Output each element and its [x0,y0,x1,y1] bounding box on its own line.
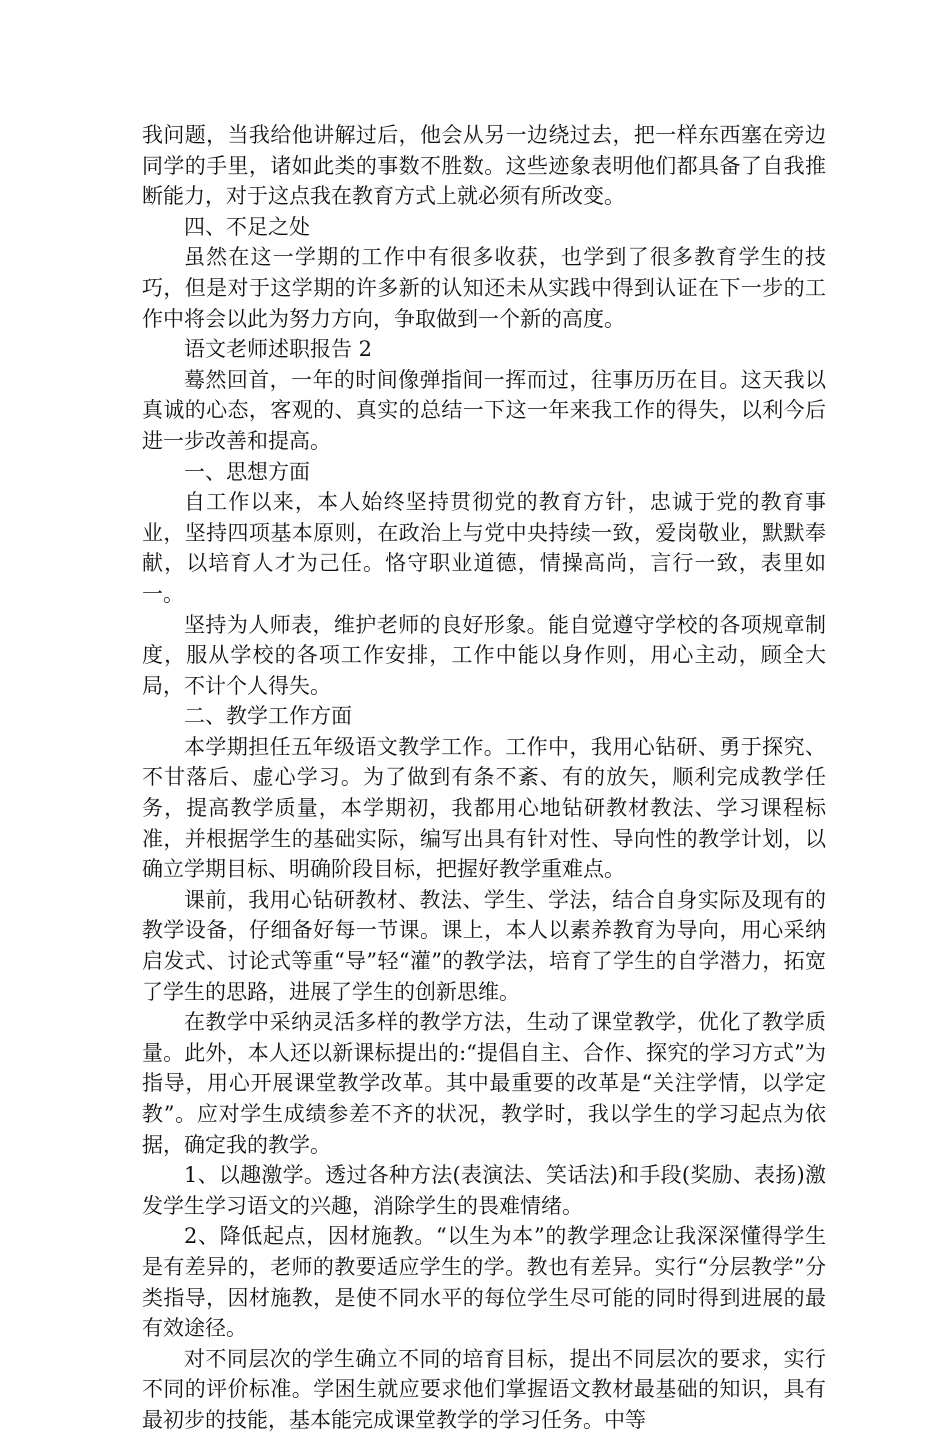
paragraph: 自工作以来，本人始终坚持贯彻党的教育方针，忠诚于党的教育事业，坚持四项基本原则，在政治上与党中央持续一致，爱岗敬业，默默奉献，以培育人才为己任。恪守职业道德，情操高尚，言行一致，表里如一。 [142,490,826,606]
section-heading-teaching: 二、教学工作方面 [184,704,352,729]
list-item: 1、以趣激学。透过各种方法(表演法、笑话法)和手段(奖励、表扬)激发学生学习语文的兴趣，消除学生的畏难情绪。 [142,1163,826,1218]
list-item: 2、降低起点，因材施教。“以生为本”的教学理念让我深深懂得学生是有差异的，老师的教要适应学生的学。教也有差异。实行“分层教学”分类指导，因材施教，是使不同水平的每位学生尽可能的同时得到进展的最有效途径。 [142,1224,826,1341]
document-body [142,120,826,1436]
paragraph: 虽然在这一学期的工作中有很多收获，也学到了很多教育学生的技巧，但是对于这学期的许多新的认知还未从实践中得到认证在下一步的工作中将会以此为努力方向，争取做到一个新的高度。 [142,245,826,331]
paragraph: 对不同层次的学生确立不同的培育目标，提出不同层次的要求，实行不同的评价标准。学困生就应要求他们掌握语文教材最基础的知识，具有最初步的技能，基本能完成课堂教学的学习任务。中等 [142,1346,826,1432]
section-heading-shortcomings: 四、不足之处 [184,214,310,239]
paragraph: 在教学中采纳灵活多样的教学方法，生动了课堂教学，优化了教学质量。此外，本人还以新课标提出的:“提倡自主、合作、探究的学习方式”为指导，用心开展课堂教学改革。其中最重要的改革是“关注学情，以学定教”。应对学生成绩参差不齐的状况，教学时，我以学生的学习起点为依据，确定我的教学。 [142,1010,826,1157]
report-title: 语文老师述职报告 2 [184,337,373,362]
paragraph: 坚持为人师表，维护老师的良好形象。能自觉遵守学校的各项规章制度，服从学校的各项工作安排，工作中能以身作则，用心主动，顾全大局，不计个人得失。 [142,612,826,698]
paragraph: 本学期担任五年级语文教学工作。工作中，我用心钻研、勇于探究、不甘落后、虚心学习。为了做到有条不紊、有的放矢，顺利完成教学任务，提高教学质量，本学期初，我都用心地钻研教材教法、学习课程标准，并根据学生的基础实际，编写出具有针对性、导向性的教学计划，以确立学期目标、明确阶段目标，把握好教学重难点。 [142,734,826,882]
paragraph-continuation: 我问题，当我给他讲解过后，他会从另一边绕过去，把一样东西塞在旁边同学的手里，诸如此类的事数不胜数。这些迹象表明他们都具备了自我推断能力，对于这点我在教育方式上就必须有所改变。 [142,123,826,209]
paragraph: 蓦然回首，一年的时间像弹指间一挥而过，往事历历在目。这天我以真诚的心态，客观的、真实的总结一下这一年来我工作的得失，以利今后进一步改善和提高。 [142,367,826,453]
paragraph: 课前，我用心钻研教材、教法、学生、学法，结合自身实际及现有的教学设备，仔细备好每一节课。课上，本人以素养教育为导向，用心采纳启发式、讨论式等重“导”轻“灌”的教学法，培育了学生的自学潜力，拓宽了学生的思路，进展了学生的创新思维。 [142,887,826,1004]
section-heading-ideology: 一、思想方面 [184,459,310,484]
